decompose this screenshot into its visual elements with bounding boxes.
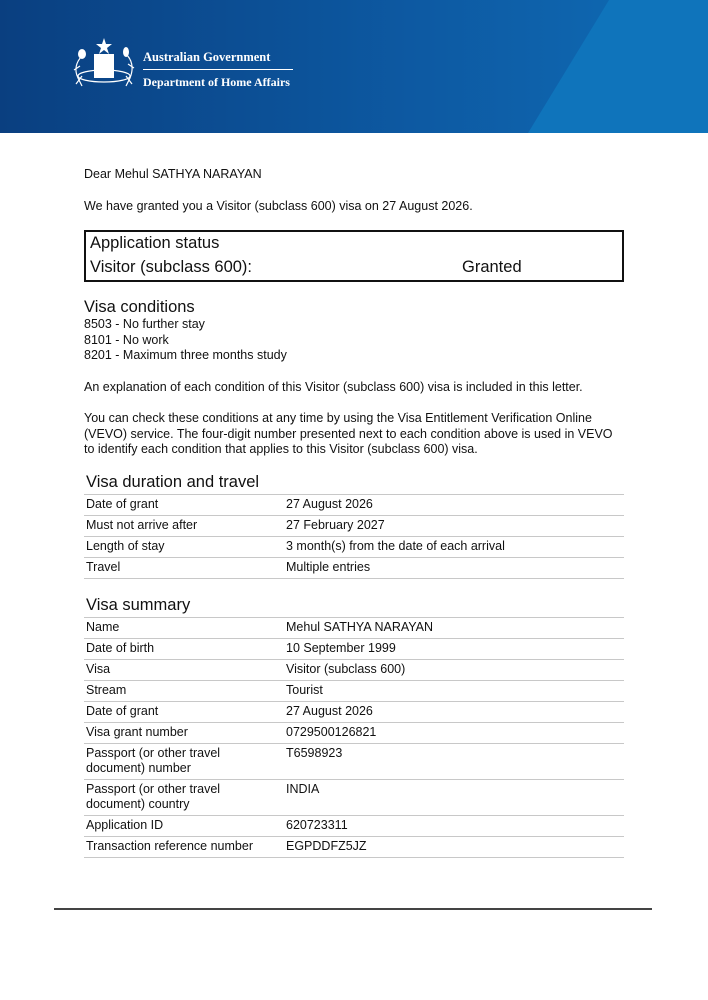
condition-item: 8101 - No work [84, 332, 169, 347]
condition-item: 8201 - Maximum three months study [84, 348, 287, 362]
row-label: Transaction reference number [84, 836, 284, 857]
conditions-title: Visa conditions [84, 298, 195, 316]
row-label: Passport (or other travel document) country [84, 779, 284, 815]
table-row [84, 779, 624, 815]
row-label: Travel [84, 557, 284, 578]
row-value: 620723311 [284, 815, 624, 836]
row-label: Passport (or other travel document) number [84, 743, 284, 779]
status-label: Visitor (subclass 600): [90, 258, 253, 276]
conditions-list [84, 317, 624, 364]
row-value: 10 September 1999 [284, 638, 624, 659]
row-label: Visa grant number [84, 722, 284, 743]
row-label: Application ID [84, 815, 284, 836]
table-row [84, 659, 624, 680]
application-status-box [84, 230, 624, 282]
row-label: Length of stay [84, 536, 284, 557]
summary-title: Visa summary [86, 595, 191, 614]
table-row [84, 494, 624, 515]
row-value: 27 February 2027 [284, 515, 624, 536]
duration-title: Visa duration and travel [86, 472, 260, 491]
row-value: 3 month(s) from the date of each arrival [284, 536, 624, 557]
table-row [84, 701, 624, 722]
government-wordmark [143, 50, 293, 90]
duration-table [84, 494, 624, 579]
coat-of-arms-icon [68, 36, 140, 92]
table-row [84, 617, 624, 638]
row-label: Date of grant [84, 701, 284, 722]
summary-table [84, 617, 624, 858]
row-label: Date of grant [84, 494, 284, 515]
table-row [84, 680, 624, 701]
table-row [84, 638, 624, 659]
table-row [84, 722, 624, 743]
status-value: Granted [462, 258, 522, 276]
government-name: Australian Government [143, 50, 293, 70]
vevo-paragraph: You can check these conditions at any time by using the Visa Entitlement Verification Online (VEVO) service. The four-digit number presented next to each condition above is used in VEVO to identify each condition that applies to this Visitor (subclass 600) visa. [84, 411, 613, 456]
condition-item: 8503 - No further stay [84, 317, 205, 331]
row-value: 0729500126821 [284, 722, 624, 743]
table-row [84, 557, 624, 578]
row-value: Mehul SATHYA NARAYAN [284, 617, 624, 638]
row-value: Multiple entries [284, 557, 624, 578]
letter-body [84, 166, 624, 858]
table-row [84, 815, 624, 836]
status-title: Application status [90, 234, 220, 252]
row-label: Must not arrive after [84, 515, 284, 536]
row-label: Name [84, 617, 284, 638]
row-value: 27 August 2026 [284, 494, 624, 515]
row-label: Stream [84, 680, 284, 701]
table-row [84, 743, 624, 779]
row-value: Tourist [284, 680, 624, 701]
table-row [84, 836, 624, 857]
row-value: EGPDDFZ5JZ [284, 836, 624, 857]
table-row [84, 536, 624, 557]
table-row [84, 515, 624, 536]
conditions-explanation: An explanation of each condition of this Visitor (subclass 600) visa is included in this letter. [84, 379, 583, 394]
row-value: 27 August 2026 [284, 701, 624, 722]
row-label: Date of birth [84, 638, 284, 659]
footer-divider [54, 908, 652, 910]
row-label: Visa [84, 659, 284, 680]
greeting: Dear Mehul SATHYA NARAYAN [84, 167, 262, 181]
grant-statement: We have granted you a Visitor (subclass 600) visa on 27 August 2026. [84, 199, 473, 213]
header-banner [0, 0, 708, 133]
row-value: INDIA [284, 779, 624, 815]
department-name: Department of Home Affairs [143, 75, 290, 89]
row-value: T6598923 [284, 743, 624, 779]
row-value: Visitor (subclass 600) [284, 659, 624, 680]
